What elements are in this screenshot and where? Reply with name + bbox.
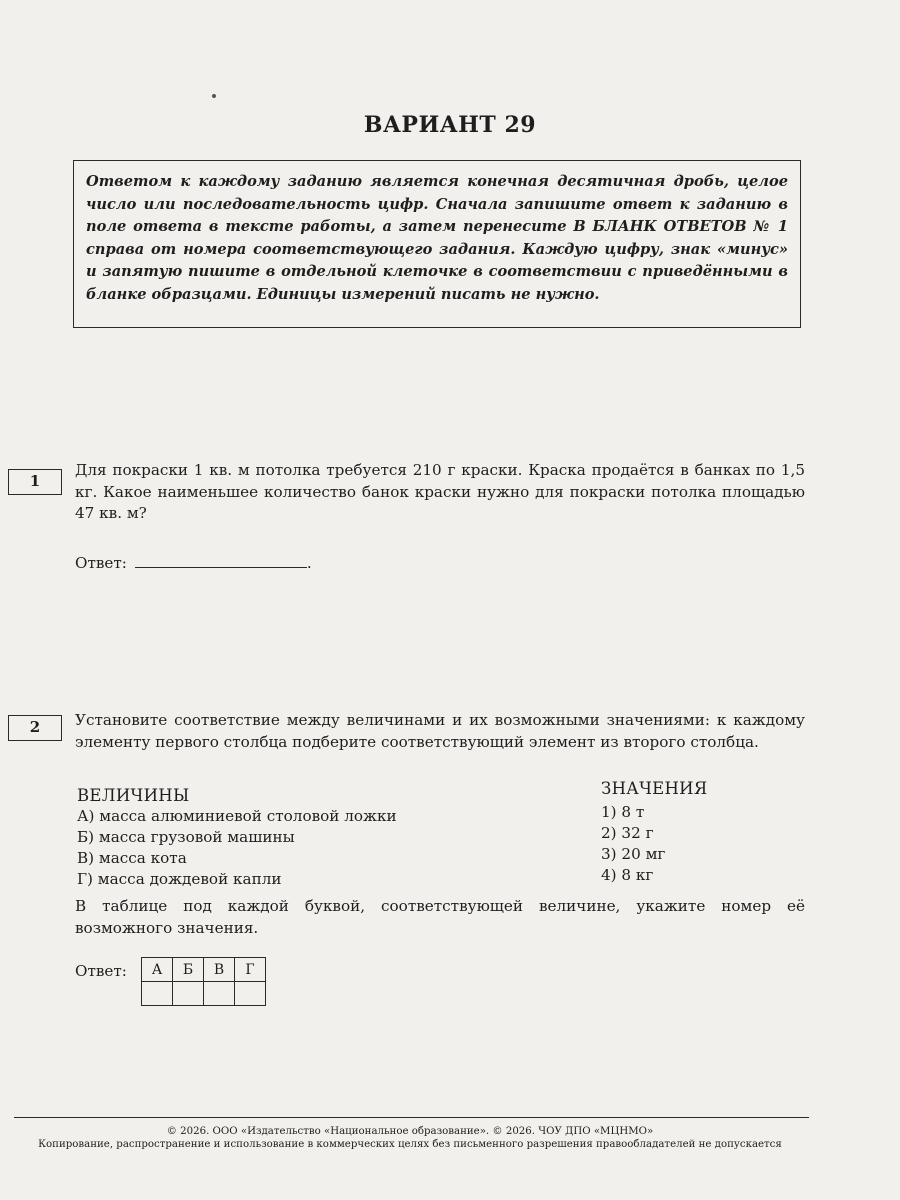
list-item: 3) 20 мг — [601, 845, 666, 863]
list-item: В) масса кота — [77, 849, 187, 867]
list-item: 2) 32 г — [601, 824, 654, 842]
instructions-box: Ответом к каждому заданию является конечная десятичная дробь, целое число или последовательность цифр. Сначала запишите ответ к заданию в поле ответа в тексте работы, а затем перенесите В БЛАНК ОТВЕТОВ № 1 справа от номера соответствующего задания. Каждую цифру, знак «минус» и запятую пишите в отдельной клеточке в соответствии с приведёнными в бланке образцами. Единицы измерений писать не нужно. — [73, 160, 801, 328]
list-item: Г) масса дождевой капли — [77, 870, 282, 888]
task-2-table-instruction: В таблице под каждой буквой, соответствующей величине, укажите номер её возможного значения. — [75, 897, 805, 937]
print-dot — [212, 94, 216, 98]
task-2-answer-table — [141, 957, 266, 1006]
footer-notice: Копирование, распространение и использование в коммерческих целях без письменного разрешения правообладателей не допускается — [38, 1139, 782, 1150]
list-item: 1) 8 т — [601, 803, 645, 821]
task-1-number: 1 — [8, 469, 62, 495]
task-1-answer-field[interactable] — [135, 553, 307, 568]
task-1-text: Для покраски 1 кв. м потолка требуется 210 г краски. Краска продаётся в банках по 1,5 кг. Какое наименьшее количество банок краски нужно для покраски потолка площадью 47 кв. м? — [75, 461, 805, 522]
answer-cell-v[interactable] — [204, 982, 235, 1006]
footer-divider — [14, 1117, 809, 1118]
task-1-answer-end: . — [306, 554, 312, 572]
quantities-list — [77, 806, 397, 890]
table-header-a: А — [142, 958, 173, 982]
table-header-g: Г — [235, 958, 266, 982]
task-2-text: Установите соответствие между величинами и их возможными значениями: к каждому элементу первого столбца подберите соответствующий элемент из второго столбца. — [75, 711, 805, 751]
table-header-v: В — [204, 958, 235, 982]
quantities-header: ВЕЛИЧИНЫ — [77, 786, 190, 805]
list-item: Б) масса грузовой машины — [77, 828, 295, 846]
table-header-b: Б — [173, 958, 204, 982]
values-list — [601, 802, 665, 886]
task-2-answer-label: Ответ: — [75, 962, 127, 980]
answer-cell-b[interactable] — [173, 982, 204, 1006]
task-1-answer-label: Ответ: — [75, 554, 127, 572]
list-item: 4) 8 кг — [601, 866, 654, 884]
task-2-number: 2 — [8, 715, 62, 741]
variant-title: ВАРИАНТ 29 — [363, 112, 537, 138]
footer-copyright: © 2026. ООО «Издательство «Национальное образование». © 2026. ЧОУ ДПО «МЦНМО» — [166, 1126, 654, 1137]
task-1-answer — [75, 553, 312, 572]
answer-cell-a[interactable] — [142, 982, 173, 1006]
values-header: ЗНАЧЕНИЯ — [601, 779, 708, 798]
list-item: А) масса алюминиевой столовой ложки — [77, 807, 397, 825]
answer-cell-g[interactable] — [235, 982, 266, 1006]
